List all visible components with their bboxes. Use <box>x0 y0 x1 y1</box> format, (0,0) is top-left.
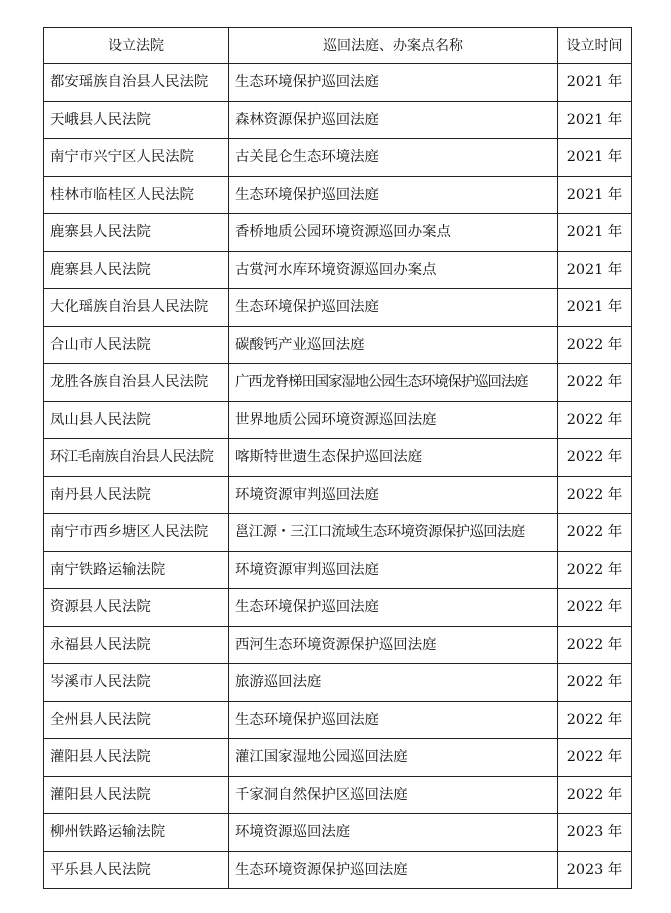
circuit-name-cell: 广西龙脊梯田国家湿地公园生态环境保护巡回法庭 <box>229 364 558 402</box>
table-row <box>44 101 632 139</box>
circuit-name-cell: 喀斯特世遗生态保护巡回法庭 <box>229 439 558 477</box>
year-cell: 2022 年 <box>558 439 632 477</box>
table-row <box>44 476 632 514</box>
header-court: 设立法院 <box>44 28 229 64</box>
court-cell: 鹿寨县人民法院 <box>44 251 229 289</box>
court-cell: 全州县人民法院 <box>44 701 229 739</box>
circuit-name-cell: 古赏河水库环境资源巡回办案点 <box>229 251 558 289</box>
table-row <box>44 851 632 889</box>
circuit-name-cell: 碳酸钙产业巡回法庭 <box>229 326 558 364</box>
table-row <box>44 739 632 777</box>
circuit-name-cell: 生态环境保护巡回法庭 <box>229 289 558 327</box>
year-cell: 2022 年 <box>558 551 632 589</box>
circuit-name-cell: 环境资源审判巡回法庭 <box>229 551 558 589</box>
table-row <box>44 626 632 664</box>
circuit-name-cell: 古关昆仑生态环境法庭 <box>229 139 558 177</box>
table-row <box>44 401 632 439</box>
court-cell: 鹿寨县人民法院 <box>44 214 229 252</box>
year-cell: 2022 年 <box>558 701 632 739</box>
court-cell: 合山市人民法院 <box>44 326 229 364</box>
year-cell: 2022 年 <box>558 476 632 514</box>
circuit-name-cell: 生态环境保护巡回法庭 <box>229 64 558 102</box>
year-cell: 2021 年 <box>558 251 632 289</box>
table-row <box>44 364 632 402</box>
circuit-name-cell: 邕江源・三江口流域生态环境资源保护巡回法庭 <box>229 514 558 552</box>
year-cell: 2022 年 <box>558 589 632 627</box>
court-cell: 桂林市临桂区人民法院 <box>44 176 229 214</box>
court-cell: 平乐县人民法院 <box>44 851 229 889</box>
court-cell: 南宁市兴宁区人民法院 <box>44 139 229 177</box>
year-cell: 2022 年 <box>558 626 632 664</box>
circuit-name-cell: 西河生态环境资源保护巡回法庭 <box>229 626 558 664</box>
table-row <box>44 551 632 589</box>
table-row <box>44 251 632 289</box>
court-cell: 凤山县人民法院 <box>44 401 229 439</box>
table-row <box>44 289 632 327</box>
court-cell: 环江毛南族自治县人民法院 <box>44 439 229 477</box>
table-row <box>44 701 632 739</box>
court-cell: 灌阳县人民法院 <box>44 739 229 777</box>
circuit-name-cell: 千家洞自然保护区巡回法庭 <box>229 776 558 814</box>
circuit-name-cell: 旅游巡回法庭 <box>229 664 558 702</box>
court-cell: 灌阳县人民法院 <box>44 776 229 814</box>
year-cell: 2023 年 <box>558 851 632 889</box>
circuit-name-cell: 生态环境资源保护巡回法庭 <box>229 851 558 889</box>
circuit-name-cell: 森林资源保护巡回法庭 <box>229 101 558 139</box>
court-cell: 柳州铁路运输法院 <box>44 814 229 852</box>
header-name: 巡回法庭、办案点名称 <box>229 28 558 64</box>
year-cell: 2021 年 <box>558 176 632 214</box>
year-cell: 2022 年 <box>558 401 632 439</box>
year-cell: 2022 年 <box>558 739 632 777</box>
court-cell: 天峨县人民法院 <box>44 101 229 139</box>
court-cell: 南宁市西乡塘区人民法院 <box>44 514 229 552</box>
table-row <box>44 214 632 252</box>
table-row <box>44 776 632 814</box>
court-cell: 都安瑶族自治县人民法院 <box>44 64 229 102</box>
court-cell: 永福县人民法院 <box>44 626 229 664</box>
circuit-court-table <box>43 27 632 889</box>
year-cell: 2022 年 <box>558 514 632 552</box>
table-row <box>44 814 632 852</box>
circuit-name-cell: 香桥地质公园环境资源巡回办案点 <box>229 214 558 252</box>
court-cell: 岑溪市人民法院 <box>44 664 229 702</box>
year-cell: 2022 年 <box>558 326 632 364</box>
year-cell: 2021 年 <box>558 64 632 102</box>
circuit-name-cell: 生态环境保护巡回法庭 <box>229 176 558 214</box>
year-cell: 2022 年 <box>558 776 632 814</box>
table-row <box>44 439 632 477</box>
court-cell: 南宁铁路运输法院 <box>44 551 229 589</box>
table-row <box>44 589 632 627</box>
table-header-row <box>44 28 632 64</box>
court-cell: 南丹县人民法院 <box>44 476 229 514</box>
table-row <box>44 176 632 214</box>
circuit-name-cell: 环境资源巡回法庭 <box>229 814 558 852</box>
year-cell: 2021 年 <box>558 289 632 327</box>
circuit-name-cell: 灌江国家湿地公园巡回法庭 <box>229 739 558 777</box>
table-row <box>44 326 632 364</box>
year-cell: 2022 年 <box>558 664 632 702</box>
table-row <box>44 664 632 702</box>
court-cell: 大化瑶族自治县人民法院 <box>44 289 229 327</box>
court-cell: 资源县人民法院 <box>44 589 229 627</box>
year-cell: 2022 年 <box>558 364 632 402</box>
court-cell: 龙胜各族自治县人民法院 <box>44 364 229 402</box>
table-row <box>44 514 632 552</box>
circuit-name-cell: 生态环境保护巡回法庭 <box>229 589 558 627</box>
table-row <box>44 64 632 102</box>
header-time: 设立时间 <box>558 28 632 64</box>
circuit-name-cell: 生态环境保护巡回法庭 <box>229 701 558 739</box>
circuit-name-cell: 世界地质公园环境资源巡回法庭 <box>229 401 558 439</box>
year-cell: 2023 年 <box>558 814 632 852</box>
year-cell: 2021 年 <box>558 101 632 139</box>
circuit-name-cell: 环境资源审判巡回法庭 <box>229 476 558 514</box>
year-cell: 2021 年 <box>558 139 632 177</box>
year-cell: 2021 年 <box>558 214 632 252</box>
table-row <box>44 139 632 177</box>
